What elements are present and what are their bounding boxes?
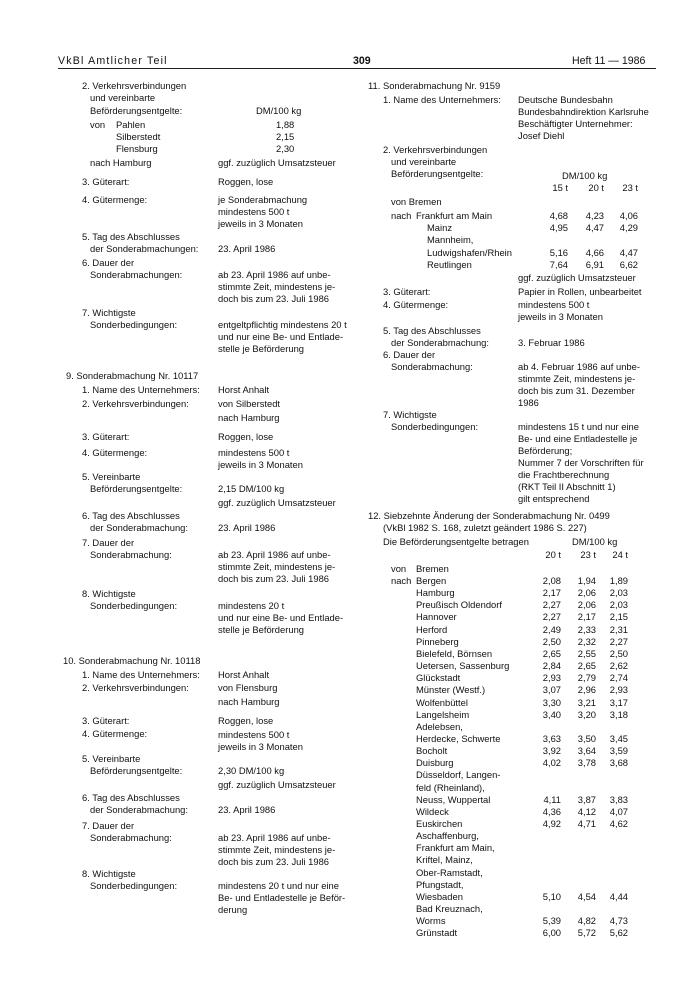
item-value: Roggen, lose [218,431,274,442]
tariff-value: 2,17 [542,587,561,599]
tariff-value: 2,65 [577,660,596,672]
item-6-value: stimmte Zeit, mindestens je- [218,281,336,292]
item-label: 7. Wichtigste [383,409,437,420]
destination-place: Bad Kreuznach, [416,903,483,915]
tariff-value: 3,63 [542,732,561,744]
item-label: 5. Vereinbarte [82,471,141,482]
price-unit: DM/100 kg [572,536,618,547]
place-name: Silberstedt [116,131,161,142]
item-value: 23. April 1986 [218,804,276,815]
item-value: Horst Anhalt [218,384,270,395]
item-3-value: Roggen, lose [218,176,274,187]
item-value: mindestens 20 t [218,600,285,611]
item-5-label: 5. Tag des Abschlusses [82,231,180,242]
tariff-value: 4,06 [619,210,638,221]
tax-note: ggf. zuzüglich Umsatzsteuer [218,157,336,168]
tariff-value: 2,96 [577,684,596,696]
tariff-value: 4,66 [585,246,604,258]
tariff-value: 2,65 [542,647,561,659]
destination-place: Pfungstadt, [416,878,464,890]
item-value: 23. April 1986 [218,522,276,533]
tariff-value: 6,00 [542,927,561,939]
item-5-label: der Sonderabmachungen: [90,243,199,254]
tariff-value: 4,11 [543,793,561,805]
tariff-value: 5,39 [542,915,561,927]
item-label: 6. Tag des Abschlusses [82,510,180,521]
item-4-value: je Sonderabmachung [218,194,308,205]
item-value: doch bis zum 23. Juli 1986 [218,856,330,867]
item-label: der Sonderabmachung: [90,522,188,533]
item-label: Sonderabmachung: [90,549,172,560]
item-value: doch bis zum 31. Dezember [518,385,635,396]
item-value: 1986 [518,397,539,408]
tariff-value: 2,06 [577,587,596,599]
tariff-value: 4,62 [609,818,628,829]
tariff-value: 3,21 [577,696,596,708]
item-value: jeweils in 3 Monaten [518,311,603,322]
item-label: der Sonderabmachung: [391,337,489,348]
price-unit: DM/100 kg [562,170,608,181]
tariff-value: 3,83 [609,793,628,805]
item-label: 2. Verkehrsverbindungen: [82,398,189,409]
item-7-label: 7. Wichtigste [82,307,136,318]
destination-place: Frankfurt am Main [416,210,493,221]
item-value: gilt entsprechend [518,493,590,504]
item-value: jeweils in 3 Monaten [218,741,303,752]
item-2-label-line: und vereinbarte [90,92,156,103]
tariff-value: 2,93 [542,672,561,684]
tariff-value: 3,17 [609,696,628,708]
item-5-value: 23. April 1986 [218,243,276,254]
tariff-value: 3,68 [609,757,628,769]
item-label: 3. Güterart: [82,715,130,726]
destination-place: Herford [416,623,448,635]
tariff-value: 3,45 [609,732,628,744]
destination-place: Ludwigshafen/Rhein [427,246,512,258]
column-header: 20 t [588,182,604,193]
tariff-value: 6,91 [585,258,604,270]
destination-place: Wildeck [416,805,449,817]
item-2-label: 2. Verkehrsverbindungen [82,80,187,91]
destination-place: Münster (Westf.) [416,684,486,696]
tariff-value: 2,03 [609,587,628,599]
destination-place: Düsseldorf, Langen- [416,769,501,781]
destination-place: Worms [416,915,446,927]
column-header: 24 t [612,549,628,560]
section-title: 10. Sonderabmachung Nr. 10118 [63,655,201,666]
destination-place: Kriftel, Mainz, [416,854,473,866]
tariff-value: 5,72 [577,927,596,939]
item-value: von Flensburg [218,682,278,693]
item-value: stelle je Beförderung [218,624,304,635]
tariff-value: 2,06 [577,599,596,611]
destination-place: Adelebsen, [416,720,463,732]
header-rule [58,68,656,69]
item-label: Sonderabmachung: [90,832,172,843]
tariff-value: 4,71 [577,818,596,829]
item-value: ab 23. April 1986 auf unbe- [218,549,331,560]
item-7-value: entgeltpflichtig mindestens 20 t [218,319,347,330]
item-label: Sonderbedingungen: [391,421,479,432]
item-label: Beförderungsentgelte: [391,168,484,179]
destination-place: Preußisch Oldendorf [416,599,502,611]
tariff-value: 2,03 [609,599,628,611]
tariff-value: 4,02 [542,757,561,769]
item-label: und vereinbarte [391,156,457,167]
tariff-value: 4,82 [577,915,596,927]
destination-place: Wiesbaden [416,890,463,902]
item-label: 7. Dauer der [82,820,135,831]
running-header-left: VkBl Amtlicher Teil [58,55,168,67]
place-name: Flensburg [116,143,158,154]
destination-place: Hannover [416,611,457,623]
item-value: 2,15 DM/100 kg [218,483,285,494]
destination-place: Bielefeld, Börnsen [416,647,493,659]
item-7-value: stelle je Beförderung [218,343,304,354]
column-header: 20 t [545,549,561,560]
item-value: mindestens 500 t [218,729,290,740]
item-value: ggf. zuzüglich Umsatzsteuer [218,779,336,790]
tax-note: ggf. zuzüglich Umsatzsteuer [518,272,636,283]
item-label: 1. Name des Unternehmers: [82,669,200,680]
price-value: 2,30 [276,143,295,154]
item-4-label: 4. Gütermenge: [82,194,148,205]
tariff-value: 2,27 [542,599,561,611]
destination-place: Mannheim, [427,234,474,246]
item-value: ab 23. April 1986 auf unbe- [218,832,331,843]
destination-place: Glückstadt [416,672,461,684]
tariff-value: 2,27 [609,635,628,647]
item-4-value: mindestens 500 t [218,206,290,217]
destination-place: feld (Rheinland), [416,781,485,793]
item-value: mindestens 15 t und nur eine [518,421,639,432]
item-value: die Frachtberechnung [518,469,610,480]
item-label: 1. Name des Unternehmers: [383,94,501,105]
item-value: ab 4. Februar 1986 auf unbe- [518,361,640,372]
tariff-value: 4,73 [609,915,628,927]
item-label: Beförderungsentgelte: [90,483,183,494]
tariff-value: 4,29 [619,222,638,234]
tariff-value: 4,44 [609,890,628,902]
item-value: mindestens 500 t [518,299,590,310]
item-value: Deutsche Bundesbahn [518,94,613,105]
destination-place: Neuss, Wuppertal [416,793,491,805]
destination-place: Bocholt [416,745,448,757]
tariff-value: 4,68 [549,210,568,221]
item-value: stimmte Zeit, mindestens je- [218,561,336,572]
tariff-value: 3,50 [577,732,596,744]
from-label: von [391,563,407,574]
destination-place: Langelsheim [416,708,470,720]
intro-text: Die Beförderungsentgelte betragen [383,536,529,547]
item-value: Horst Anhalt [218,669,270,680]
column-header: 23 t [622,182,638,193]
tariff-value: 2,08 [542,575,561,586]
item-7-value: und nur eine Be- und Entlade- [218,331,344,342]
item-label: Beförderungsentgelte: [90,765,183,776]
destination-place: Ober-Ramstadt, [416,866,483,878]
from-label: von [90,119,106,130]
item-6-label: Sonderabmachungen: [90,269,183,280]
item-label: 2. Verkehrsverbindungen: [82,682,189,693]
item-value: Roggen, lose [218,715,274,726]
destination-place: Hamburg [416,587,455,599]
tariff-value: 2,49 [542,623,561,635]
item-3-label: 3. Güterart: [82,176,130,187]
tariff-value: 3,07 [542,684,561,696]
tariff-value: 2,62 [609,660,628,672]
item-7-label: Sonderbedingungen: [90,319,178,330]
destination-place: Herdecke, Schwerte [416,732,501,744]
destination-place: Grünstadt [416,927,458,939]
destination-place: Wolfenbüttel [416,696,468,708]
destination-place: Reutlingen [427,258,472,270]
item-value: Beschäftigter Unternehmer: [518,118,633,129]
running-header-right: Heft 11 — 1986 [572,55,646,67]
item-value: (RKT Teil II Abschnitt 1) [518,481,616,492]
item-label: 4. Gütermenge: [82,447,148,458]
item-value: Be- und eine Entladestelle je [518,433,638,444]
tariff-value: 2,55 [577,647,596,659]
item-value: nach Hamburg [218,696,280,707]
item-label: 5. Vereinbarte [82,753,141,764]
item-label: Sonderabmachung: [391,361,473,372]
item-label: Sonderbedingungen: [90,880,178,891]
item-6-label: 6. Dauer der [82,257,135,268]
item-label: 7. Dauer der [82,537,135,548]
tariff-value: 2,32 [577,635,596,647]
item-label: 1. Name des Unternehmers: [82,384,200,395]
to-label: nach [391,575,412,586]
item-value: ggf. zuzüglich Umsatzsteuer [218,497,336,508]
item-label: 3. Güterart: [383,286,431,297]
origin-place: Bremen [416,563,449,574]
item-label: 3. Güterart: [82,431,130,442]
item-label: 6. Tag des Abschlusses [82,792,180,803]
item-6-value: doch bis zum 23. Juli 1986 [218,293,330,304]
item-label: 4. Gütermenge: [383,299,449,310]
tariff-value: 3,87 [577,793,596,805]
item-label: 8. Wichtigste [82,868,136,879]
to-label: nach [391,210,412,221]
column-header: 15 t [552,182,568,193]
destination-place: Bergen [416,575,447,586]
tariff-value: 4,47 [585,222,604,234]
item-6-value: ab 23. April 1986 auf unbe- [218,269,331,280]
item-value: Bundesbahndirektion Karlsruhe [518,106,649,117]
from-label: von Bremen [391,196,442,207]
tariff-value: 4,95 [549,222,568,234]
item-label: 8. Wichtigste [82,588,136,599]
column-header: 23 t [580,549,596,560]
tariff-value: 5,62 [609,927,628,939]
section-title: 9. Sonderabmachung Nr. 10117 [66,370,199,381]
tariff-value: 2,27 [542,611,561,623]
tariff-value: 3,92 [542,745,561,757]
tariff-value: 4,54 [577,890,596,902]
tariff-value: 2,17 [577,611,596,623]
tariff-value: 2,79 [577,672,596,684]
item-label: der Sonderabmachung: [90,804,188,815]
tariff-value: 3,40 [542,708,561,720]
destination-place: Frankfurt am Main, [416,842,495,854]
destination-place: Duisburg [416,757,454,769]
item-value: und nur eine Be- und Entlade- [218,612,344,623]
place-name: Pahlen [116,119,146,130]
tariff-value: 2,31 [609,623,628,635]
item-label: 6. Dauer der [383,349,436,360]
tariff-value: 4,92 [542,818,561,829]
tariff-value: 5,16 [549,246,568,258]
tariff-value: 3,59 [609,745,628,757]
item-value: 2,30 DM/100 kg [218,765,285,776]
destination-place: Uetersen, Sassenburg [416,660,510,672]
tariff-value: 2,74 [609,672,628,684]
tariff-value: 2,93 [609,684,628,696]
tariff-value: 4,47 [619,246,638,258]
destination: nach Hamburg [90,157,152,168]
tariff-value: 1,89 [609,575,628,586]
item-value: stimmte Zeit, mindestens je- [518,373,636,384]
tariff-value: 3,30 [542,696,561,708]
destination-place: Mainz [427,222,453,234]
section-title: 11. Sonderabmachung Nr. 9159 [368,80,501,91]
tariff-value: 2,50 [609,647,628,659]
tariff-value: 3,18 [609,708,628,720]
item-value: 3. Februar 1986 [518,337,585,348]
item-value: Papier in Rollen, unbearbeitet [518,286,642,297]
item-value: jeweils in 3 Monaten [218,459,303,470]
tariff-value: 2,33 [577,623,596,635]
item-value: derung [218,904,248,915]
item-value: von Silberstedt [218,398,281,409]
tariff-value: 4,12 [577,805,596,817]
section-title: 12. Siebzehnte Änderung der Sonderabmachung Nr. 0499 [368,510,610,521]
price-value: 1,88 [276,119,295,130]
item-value: Be- und Entladestelle je Beför- [218,892,346,903]
item-label: 4. Gütermenge: [82,728,148,739]
page-number: 309 [353,55,371,67]
destination-place: Euskirchen [416,818,463,829]
tariff-value: 6,62 [619,258,638,270]
item-label: 2. Verkehrsverbindungen [383,144,488,155]
tariff-value: 7,64 [549,258,568,270]
tariff-value: 3,64 [577,745,596,757]
price-value: 2,15 [276,131,295,142]
item-value: nach Hamburg [218,412,280,423]
item-2-label-line: Beförderungsentgelte: [90,105,183,116]
item-value: doch bis zum 23. Juli 1986 [218,573,330,584]
item-value: Beförderung; [518,445,573,456]
item-value: stimmte Zeit, mindestens je- [218,844,336,855]
tariff-value: 5,10 [542,890,561,902]
item-value: Nummer 7 der Vorschriften für [518,457,644,468]
tariff-value: 1,94 [577,575,596,586]
item-value: mindestens 500 t [218,447,290,458]
item-4-value: jeweils in 3 Monaten [218,218,303,229]
item-label: Sonderbedingungen: [90,600,178,611]
item-label: 5. Tag des Abschlusses [383,325,481,336]
price-unit: DM/100 kg [256,105,302,116]
item-value: mindestens 20 t und nur eine [218,880,339,891]
tariff-value: 4,07 [609,805,628,817]
destination-place: Aschaffenburg, [416,830,479,842]
tariff-value: 4,23 [585,210,604,221]
section-title: (VkBl 1982 S. 168, zuletzt geändert 1986 S. 227) [383,522,587,533]
tariff-value: 2,84 [542,660,561,672]
tariff-value: 3,20 [577,708,596,720]
tariff-value: 4,36 [542,805,561,817]
tariff-value: 2,50 [542,635,561,647]
tariff-value: 3,78 [577,757,596,769]
destination-place: Pinneberg [416,635,459,647]
tariff-value: 2,15 [609,611,628,623]
item-value: Josef Diehl [518,130,565,141]
